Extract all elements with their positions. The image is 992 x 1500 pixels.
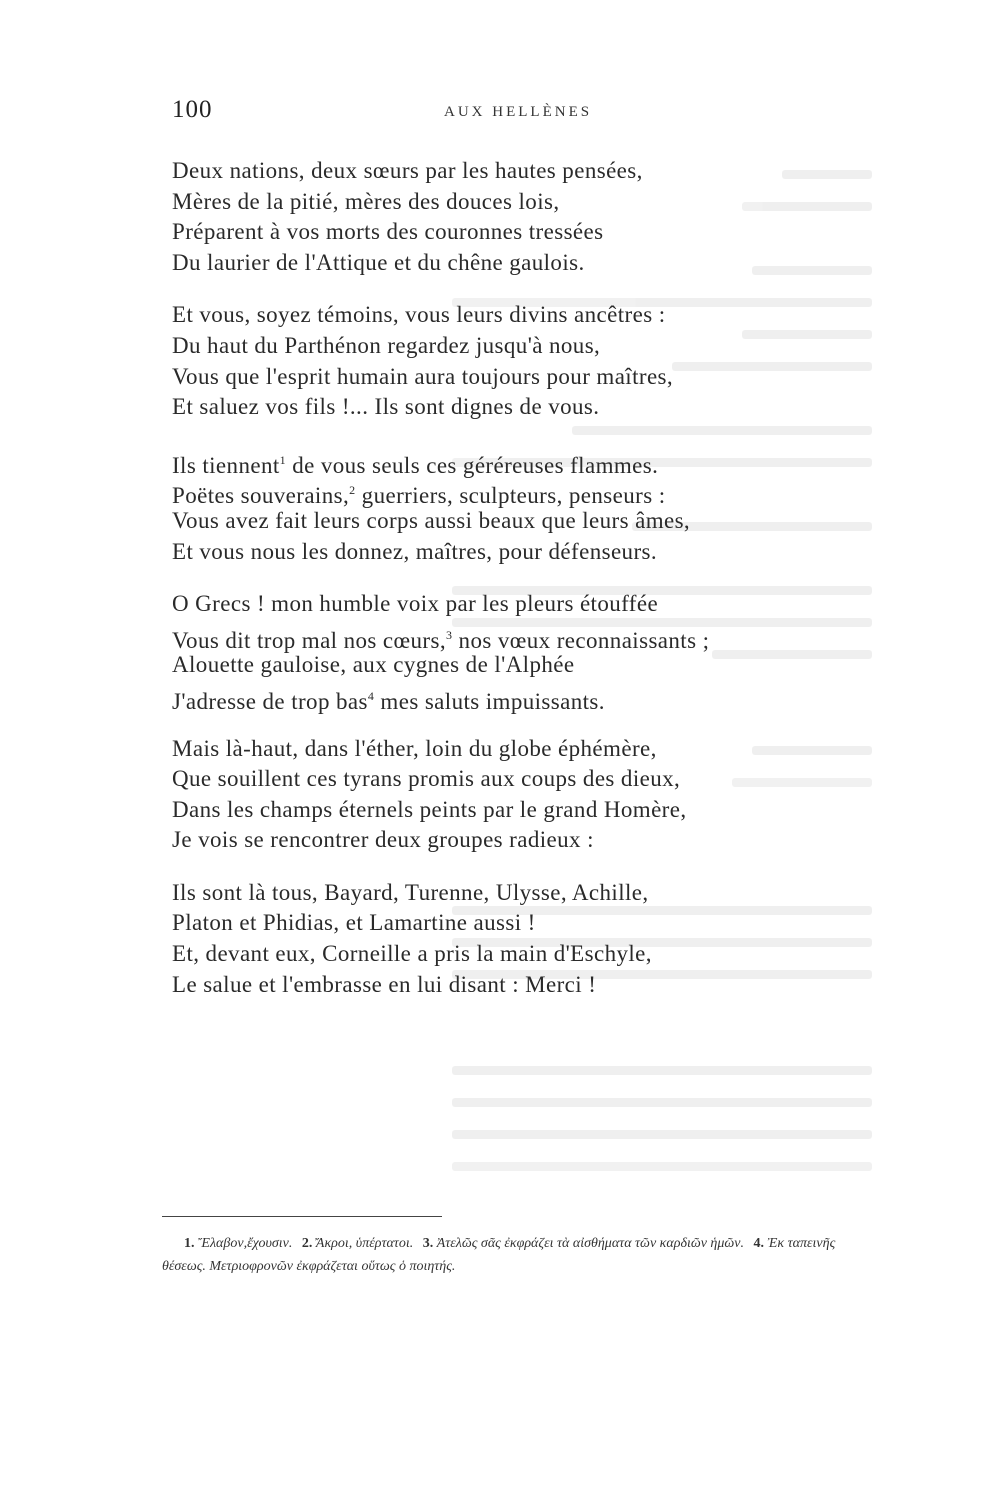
poem-line: Je vois se rencontrer deux groupes radieux : — [172, 827, 594, 853]
poem-line: Ils sont là tous, Bayard, Turenne, Ulysse, Achille, — [172, 879, 649, 905]
footnote-reference: 1 — [279, 452, 287, 467]
poem-line: Et vous nous les donnez, maîtres, pour défenseurs. — [172, 538, 658, 564]
footnote-text: Ἄκροι, ὑπέρτατοι. — [315, 1236, 414, 1251]
stanza — [172, 445, 872, 567]
poem-line: Du haut du Parthénon regardez jusqu'à nous, — [172, 332, 601, 358]
line-text: de vous seuls ces géréreuses flammes. — [286, 452, 659, 478]
poem-line: Préparent à vos morts des couronnes tressées — [172, 219, 604, 245]
stanza — [172, 300, 872, 422]
footnote-text: Ἀτελῶς σᾶς ἐκφράζει τὰ αἰσθήματα τῶν καρδιῶν ἡμῶν. — [436, 1236, 745, 1251]
poem-line: Vous que l'esprit humain aura toujours pour maîtres, — [172, 363, 674, 389]
footnote-text: Ἐκ ταπεινῆς θέσεως. Μετριοφρονῶν ἐκφράζεται οὕτως ὁ ποιητής. — [162, 1236, 836, 1274]
footnote-number: 3. — [422, 1236, 434, 1251]
poem-line: Et vous, soyez témoins, vous leurs divins ancêtres : — [172, 302, 666, 328]
line-text: Vous dit trop mal nos cœurs, — [172, 627, 446, 653]
poem-line: Et saluez vos fils !... Ils sont dignes de vous. — [172, 394, 600, 420]
page-number: 100 — [172, 96, 213, 123]
line-text: Ils tiennent — [172, 452, 280, 478]
footnote-reference: 2 — [349, 483, 356, 498]
footnote-reference: 3 — [446, 627, 453, 642]
poem-line: Mères de la pitié, mères des douces lois, — [172, 188, 560, 214]
line-text: nos vœux reconnaissants ; — [452, 627, 710, 653]
footnote-number: 2. — [301, 1236, 313, 1251]
line-text: mes saluts impuissants. — [374, 688, 605, 714]
poem-line: Mais là-haut, dans l'éther, loin du globe éphémère, — [172, 735, 657, 761]
poem — [172, 156, 872, 1022]
stanza — [172, 589, 872, 714]
line-text: J'adresse de trop bas — [172, 688, 368, 714]
footnote-rule — [162, 1216, 442, 1217]
poem-line: Vous avez fait leurs corps aussi beaux que leurs âmes, — [172, 507, 691, 533]
poem-line — [172, 681, 872, 712]
poem-line: Et, devant eux, Corneille a pris la main d'Eschyle, — [172, 941, 652, 967]
footnote-reference: 4 — [367, 688, 375, 703]
poem-line: Du laurier de l'Attique et du chêne gaulois. — [172, 249, 585, 275]
poem-line: Alouette gauloise, aux cygnes de l'Alphée — [172, 652, 575, 678]
poem-line: Dans les champs éternels peints par le grand Homère, — [172, 796, 687, 822]
stanza — [172, 734, 872, 856]
stanza — [172, 878, 872, 1000]
footnotes — [162, 1232, 862, 1278]
line-text: Poëtes souverains, — [172, 483, 350, 509]
poem-line: Platon et Phidias, et Lamartine aussi ! — [172, 910, 536, 936]
footnote-text: Ἔλαβον,ἔχουσιν. — [198, 1236, 293, 1251]
running-head: AUX HELLÈNES — [444, 104, 593, 120]
poem-line: Que souillent ces tyrans promis aux coups des dieux, — [172, 766, 681, 792]
poem-line: Deux nations, deux sœurs par les hautes pensées, — [172, 158, 643, 183]
poem-line: Le salue et l'embrasse en lui disant : Merci ! — [172, 971, 597, 997]
poem-line — [172, 445, 872, 476]
poem-line — [172, 620, 872, 651]
poem-line — [172, 475, 872, 509]
poem-line: O Grecs ! mon humble voix par les pleurs étouffée — [172, 591, 659, 617]
line-text: guerriers, sculpteurs, penseurs : — [355, 483, 666, 509]
footnote-number: 1. — [184, 1236, 195, 1251]
footnote-number: 4. — [753, 1236, 765, 1251]
stanza — [172, 156, 872, 278]
